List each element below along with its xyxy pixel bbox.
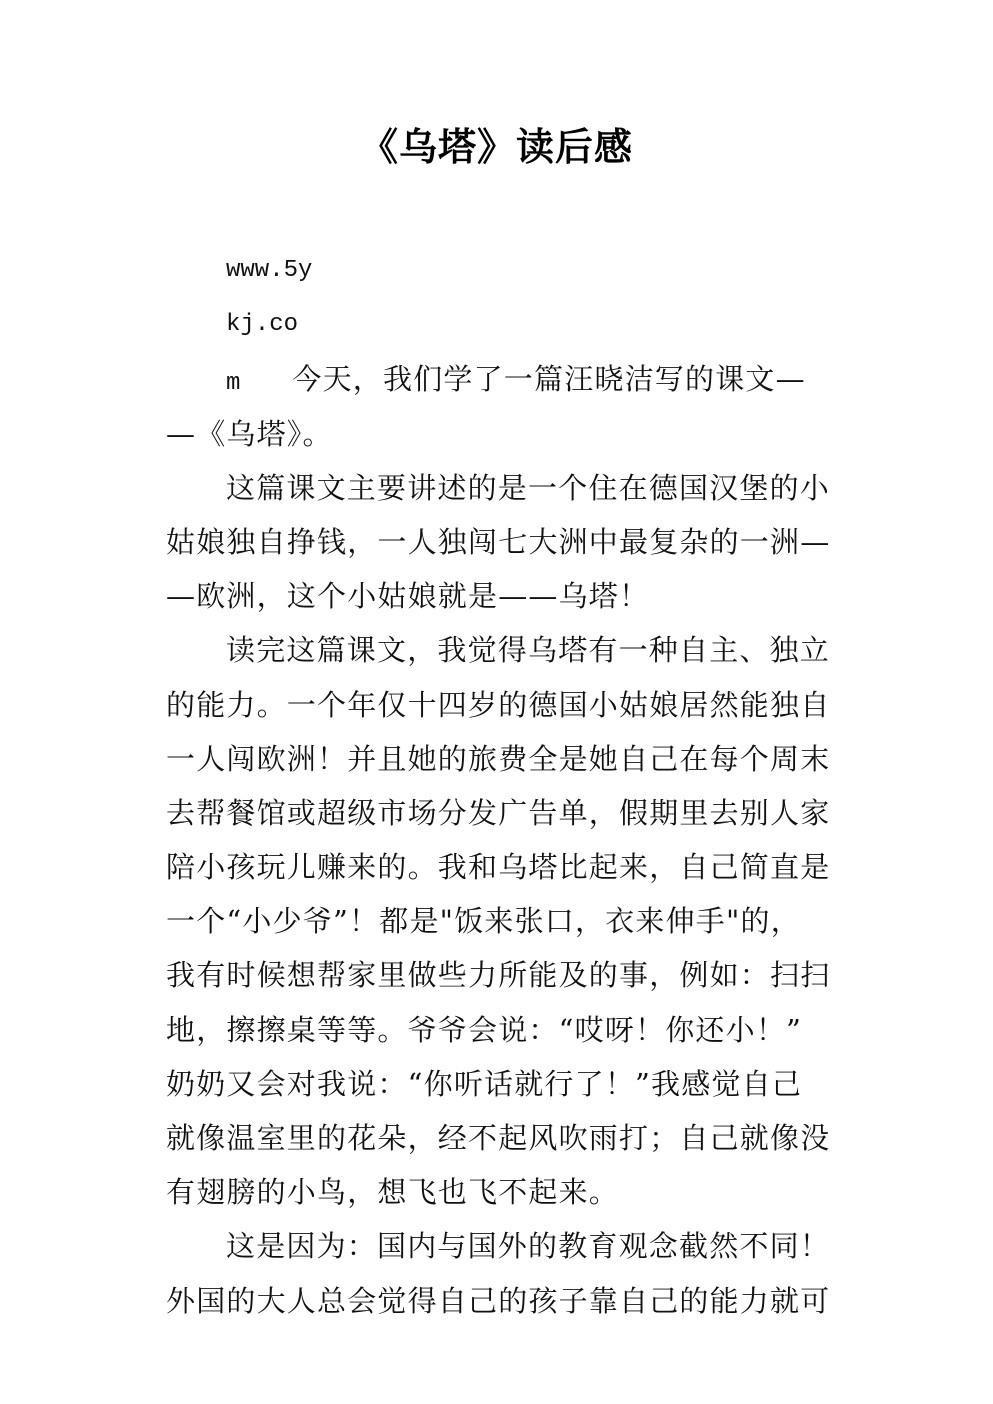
url-fragment: www.5y xyxy=(226,257,313,284)
paragraph-line: 的能力。一个年仅十四岁的德国小姑娘居然能独自 xyxy=(166,687,831,722)
page-title: 《乌塔》读后感 xyxy=(359,125,633,169)
paragraph-line: 地，擦擦桌等等。爷爷会说：“哎呀！你还小！” xyxy=(166,1012,803,1047)
url-fragment: kj.co xyxy=(226,311,299,339)
url-fragment: m xyxy=(226,370,241,398)
paragraph-text: 今天，我们学了一篇汪晓洁写的课文— xyxy=(292,362,806,397)
paragraph-line: 一个“小少爷”！都是"饭来张口，衣来伸手"的， xyxy=(166,904,801,939)
paragraph-line xyxy=(166,352,846,406)
paragraph-line: 外国的大人总会觉得自己的孩子靠自己的能力就可 xyxy=(166,1283,831,1318)
paragraph-line: 有翅膀的小鸟，想飞也飞不起来。 xyxy=(166,1175,620,1210)
paragraph-line: —《乌塔》。 xyxy=(166,416,333,451)
paragraph-line: —欧洲，这个小姑娘就是——乌塔！ xyxy=(166,579,650,614)
url-fragment-line xyxy=(166,244,846,298)
paragraph-line: 去帮餐馆或超级市场分发广告单，假期里去别人家 xyxy=(166,795,831,830)
document-body xyxy=(166,244,846,1328)
paragraph-line: 一人闯欧洲！并且她的旅费全是她自己在每个周末 xyxy=(166,741,831,776)
paragraph-line: 姑娘独自挣钱，一人独闯七大洲中最复杂的一洲— xyxy=(166,524,831,559)
paragraph-line: 这篇课文主要讲述的是一个住在德国汉堡的小 xyxy=(226,470,831,505)
paragraph-line: 就像温室里的花朵，经不起风吹雨打；自己就像没 xyxy=(166,1121,831,1155)
url-fragment-line xyxy=(166,298,846,352)
paragraph-line: 读完这篇课文，我觉得乌塔有一种自主、独立 xyxy=(226,633,831,668)
paragraph-line: 我有时候想帮家里做些力所能及的事，例如：扫扫 xyxy=(166,958,831,993)
paragraph-line: 这是因为：国内与国外的教育观念截然不同！ xyxy=(226,1229,831,1264)
paragraph-line: 奶奶又会对我说：“你听话就行了！”我感觉自己 xyxy=(166,1066,803,1101)
paragraph-line: 陪小孩玩儿赚来的。我和乌塔比起来，自己简直是 xyxy=(166,850,831,885)
